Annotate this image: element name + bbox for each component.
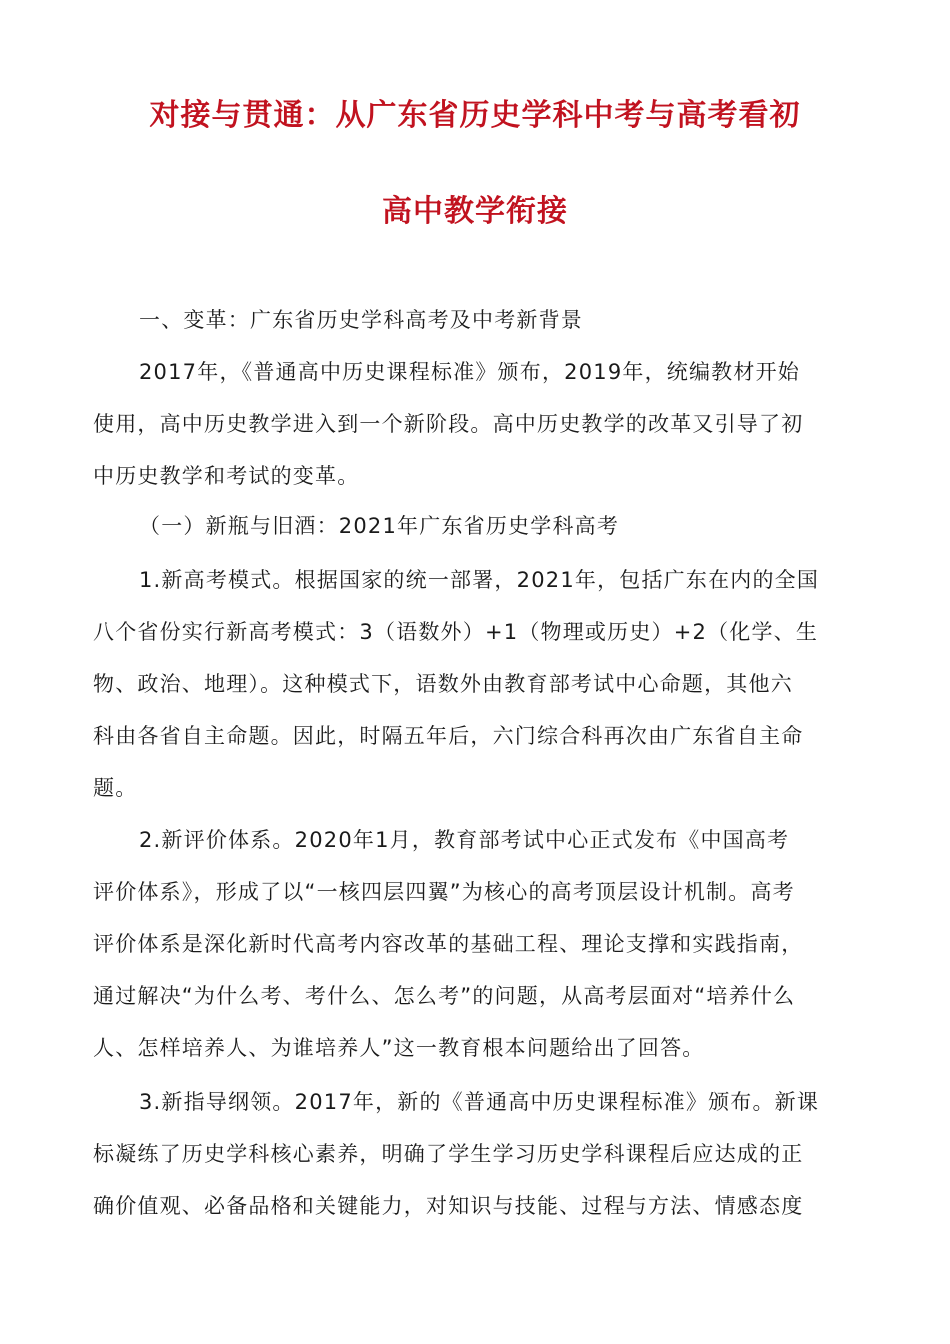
document-title-line-1: 对接与贯通：从广东省历史学科中考与高考看初 xyxy=(149,98,801,133)
subsection-heading xyxy=(93,500,861,552)
text-line: 评价体系》，形成了以“一核四层四翼”为核心的高考顶层设计机制。高考 xyxy=(93,880,795,904)
text-line: 确价值观、必备品格和关键能力，对知识与技能、过程与方法、情感态度 xyxy=(93,1194,804,1218)
text-line: 2017年，《普通高中历史课程标准》颁布，2019年，统编教材开始 xyxy=(139,360,800,384)
text-line: 标凝练了历史学科核心素养，明确了学生学习历史学科课程后应达成的正 xyxy=(93,1142,804,1166)
text-line: 3.新指导纲领。2017年，新的《普通高中历史课程标准》颁布。新课 xyxy=(139,1090,820,1114)
heading-line: 一、变革：广东省历史学科高考及中考新背景 xyxy=(139,308,583,332)
text-line: 1.新高考模式。根据国家的统一部署，2021年，包括广东在内的全国 xyxy=(139,568,820,592)
text-line: 2.新评价体系。2020年1月，教育部考试中心正式发布《中国高考 xyxy=(139,828,790,852)
text-line: 人、怎样培养人、为谁培养人”这一教育根本问题给出了回答。 xyxy=(93,1036,705,1060)
heading-line: （一）新瓶与旧酒：2021年广东省历史学科高考 xyxy=(139,514,620,538)
text-line: 通过解决“为什么考、考什么、怎么考”的问题，从高考层面对“培养什么 xyxy=(93,984,796,1008)
section-heading xyxy=(93,294,861,346)
document-title-line-2: 高中教学衔接 xyxy=(382,194,568,229)
text-line: 中历史教学和考试的变革。 xyxy=(93,464,360,488)
text-line: 物、政治、地理）。这种模式下，语数外由教育部考试中心命题，其他六 xyxy=(93,672,793,696)
paragraph-1 xyxy=(93,346,861,502)
text-line: 评价体系是深化新时代高考内容改革的基础工程、理论支撑和实践指南， xyxy=(93,932,804,956)
text-line: 八个省份实行新高考模式：3（语数外）+1（物理或历史）+2（化学、生 xyxy=(93,620,819,644)
paragraph-2 xyxy=(93,554,861,814)
text-line: 科由各省自主命题。因此，时隔五年后，六门综合科再次由广东省自主命 xyxy=(93,724,804,748)
text-line: 题。 xyxy=(93,776,138,800)
paragraph-3 xyxy=(93,814,861,1074)
paragraph-4 xyxy=(93,1076,861,1232)
text-line: 使用，高中历史教学进入到一个新阶段。高中历史教学的改革又引导了初 xyxy=(93,412,804,436)
